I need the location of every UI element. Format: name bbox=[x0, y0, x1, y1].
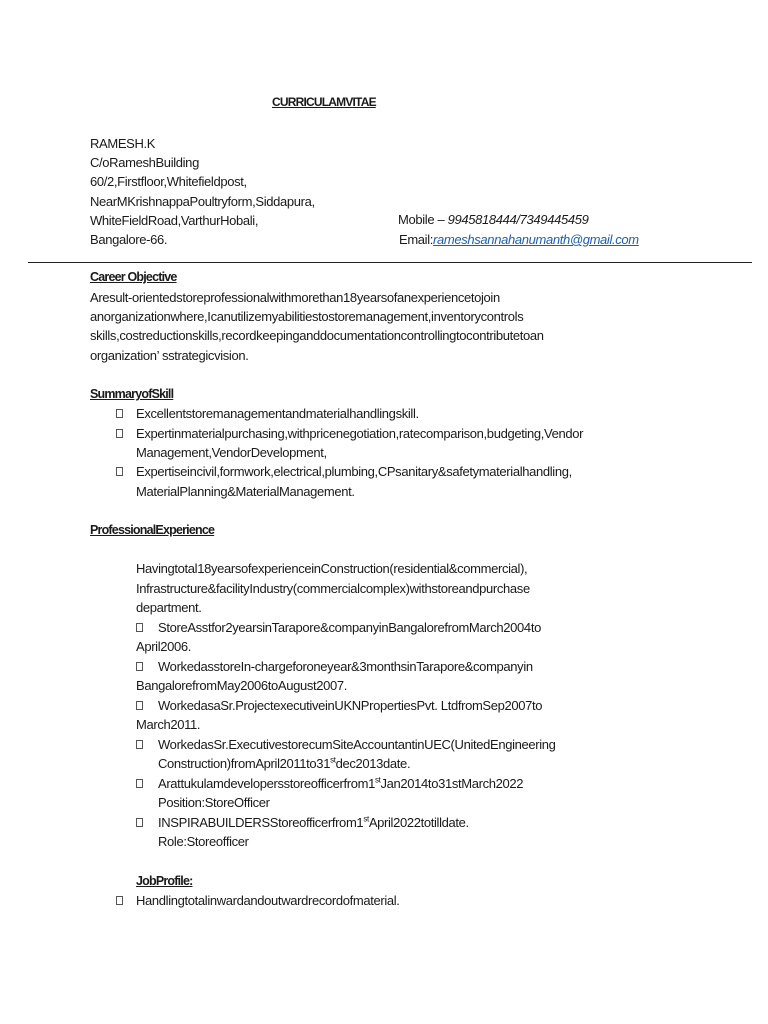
job-line: WorkedasSr.ExecutivestorecumSiteAccountantinUEC(UnitedEngineering bbox=[158, 737, 556, 752]
experience-intro-line: department. bbox=[136, 600, 202, 615]
job-line: March2011. bbox=[136, 717, 201, 732]
objective-line: skills,costreductionskills,recordkeepinganddocumentationcontrollingtocontributetoan bbox=[90, 328, 544, 343]
job-line: April2006. bbox=[136, 639, 192, 654]
bullet-icon bbox=[136, 662, 143, 671]
skill-line: Expertinmaterialpurchasing,withpricenegotiation,ratecomparison,budgeting,Vendor bbox=[136, 426, 584, 441]
mobile-number: 9945818444/7349445459 bbox=[447, 212, 589, 227]
section-heading-summary-of-skill: SummaryofSkill bbox=[90, 387, 174, 401]
bullet-icon bbox=[136, 701, 143, 710]
candidate-name: RAMESH.K bbox=[90, 136, 156, 151]
address-line: WhiteFieldRoad,VarthurHobali, bbox=[90, 213, 259, 228]
bullet-icon bbox=[136, 779, 143, 788]
email-row bbox=[399, 230, 639, 249]
job-line: BangalorefromMay2006toAugust2007. bbox=[136, 678, 348, 693]
bullet-icon bbox=[116, 896, 123, 905]
document-title: CURRICULAMVITAE bbox=[272, 95, 376, 109]
address-line: 60/2,Firstfloor,Whitefieldpost, bbox=[90, 174, 247, 189]
bullet-icon bbox=[116, 409, 123, 418]
address-line: Bangalore-66. bbox=[90, 232, 168, 247]
job-line: Role:Storeofficer bbox=[158, 834, 249, 849]
job-line: WorkedasaSr.ProjectexecutiveinUKNPropertiesPvt. LtdfromSep2007to bbox=[158, 698, 543, 713]
job-line: Position:StoreOfficer bbox=[158, 795, 270, 810]
section-heading-professional-experience: ProfessionalExperience bbox=[90, 523, 215, 537]
skill-line: Management,VendorDevelopment, bbox=[136, 445, 327, 460]
bullet-icon bbox=[116, 467, 123, 476]
email-label: Email: bbox=[399, 232, 434, 247]
bullet-icon bbox=[136, 818, 143, 827]
section-heading-job-profile: JobProfile: bbox=[136, 874, 193, 888]
bullet-icon bbox=[136, 740, 143, 749]
address-line: C/oRameshBuilding bbox=[90, 155, 199, 170]
job-line: StoreAsstfor2yearsinTarapore&companyinBangalorefromMarch2004to bbox=[158, 620, 541, 635]
objective-line: organization’ sstrategicvision. bbox=[90, 348, 249, 363]
mobile-row bbox=[398, 210, 588, 229]
section-heading-career-objective: Career Objective bbox=[90, 270, 177, 284]
objective-line: Aresult-orientedstoreprofessionalwithmorethan18yearsofanexperiencetojoin bbox=[90, 290, 500, 305]
objective-line: anorganizationwhere,Icanutilizemyabilitiestostoremanagement,inventorycontrols bbox=[90, 309, 524, 324]
header-divider bbox=[28, 262, 752, 263]
skill-line: Excellentstoremanagementandmaterialhandlingskill. bbox=[136, 406, 419, 421]
job-line: INSPIRABUILDERSStoreofficerfrom1stApril2022totilldate. bbox=[158, 814, 469, 830]
email-link[interactable]: rameshsannahanumanth@gmail.com bbox=[433, 232, 639, 247]
bullet-icon bbox=[116, 429, 123, 438]
address-line: NearMKrishnappaPoultryform,Siddapura, bbox=[90, 194, 315, 209]
bullet-icon bbox=[136, 623, 143, 632]
skill-line: Expertiseincivil,formwork,electrical,plumbing,CPsanitary&safetymaterialhandling, bbox=[136, 464, 572, 479]
skill-line: MaterialPlanning&MaterialManagement. bbox=[136, 484, 355, 499]
experience-intro-line: Infrastructure&facilityIndustry(commercialcomplex)withstoreandpurchase bbox=[136, 581, 530, 596]
job-line: Arattukulamdevelopersstoreofficerfrom1stJan2014to31stMarch2022 bbox=[158, 775, 524, 791]
job-line: WorkedasstoreIn-chargeforoneyear&3monthsinTarapore&companyin bbox=[158, 659, 533, 674]
job-profile-item: Handlingtotalinwardandoutwardrecordofmaterial. bbox=[136, 893, 400, 908]
mobile-label: Mobile – bbox=[398, 212, 445, 227]
experience-intro-line: Havingtotal18yearsofexperienceinConstruction(residential&commercial), bbox=[136, 561, 528, 576]
job-line: Construction)fromApril2011to31stdec2013date. bbox=[158, 755, 411, 771]
